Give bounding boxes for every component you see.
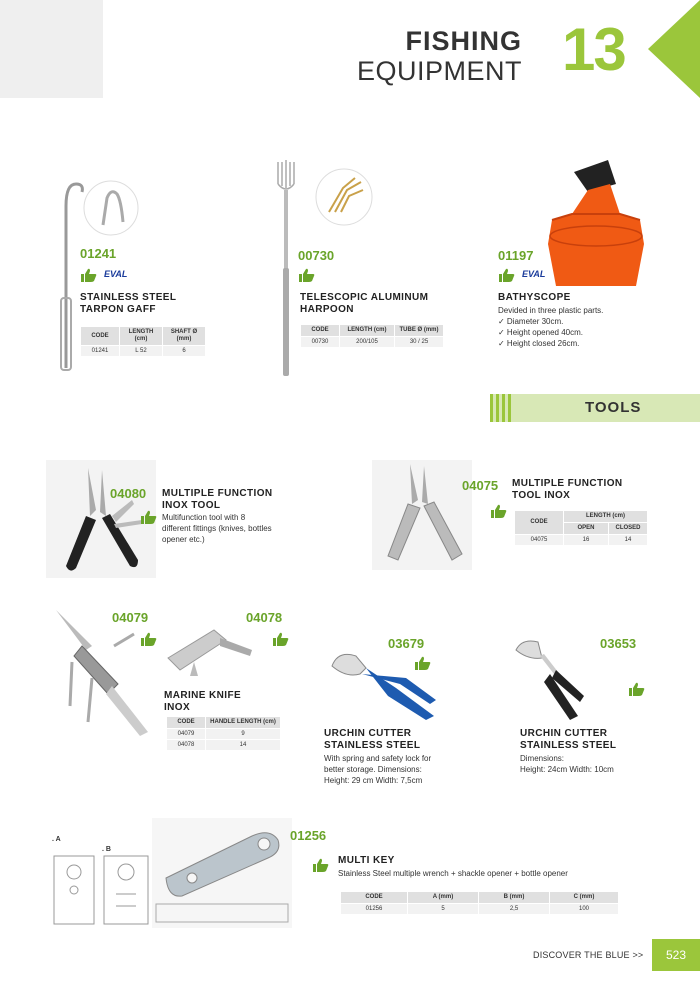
product-code: 01197 bbox=[498, 248, 534, 263]
eval-badge: EVAL bbox=[522, 269, 546, 279]
corner-arrow-shape bbox=[648, 0, 700, 98]
product-name: MULTI KEY bbox=[338, 855, 395, 866]
product-code: 01256 bbox=[290, 828, 327, 843]
gaff-hook-detail-image bbox=[83, 180, 139, 236]
footer-tagline: DISCOVER THE BLUE >> bbox=[533, 950, 644, 960]
product-description: Dimensions: Height: 24cm Width: 10cm bbox=[520, 754, 614, 774]
diagram-label-b: . B bbox=[102, 846, 111, 853]
multi-key-diagram bbox=[52, 850, 152, 928]
product-code: 03653 bbox=[600, 636, 637, 651]
product-description: Multifunction tool with 8 different fittings (knives, bottles opener etc.) bbox=[162, 513, 272, 544]
product-name: MULTIPLE FUNCTION TOOL INOX bbox=[512, 478, 623, 501]
product-name: URCHIN CUTTER STAINLESS STEEL bbox=[520, 728, 617, 751]
thumbs-up-icon bbox=[498, 268, 516, 282]
spec-table: CODE LENGTH (cm) TUBE Ø (mm) 00730 200/105 30 / 25 bbox=[300, 324, 444, 348]
thumbs-up-icon bbox=[140, 510, 158, 524]
product-name: MULTIPLE FUNCTION INOX TOOL bbox=[162, 488, 273, 511]
page-title: FISHING EQUIPMENT bbox=[356, 26, 522, 86]
product-code: 00730 bbox=[298, 248, 335, 263]
multi-key-image bbox=[152, 818, 292, 928]
spec-table: CODE LENGTH (cm) SHAFT Ø (mm) 01241 L 52 6 bbox=[80, 326, 206, 357]
product-name: STAINLESS STEEL TARPON GAFF bbox=[80, 292, 177, 315]
corner-block bbox=[0, 0, 103, 98]
product-code: 04075 bbox=[462, 478, 499, 493]
thumbs-up-icon bbox=[80, 268, 98, 282]
diagram-label-a: . A bbox=[52, 836, 61, 843]
product-code: 03679 bbox=[388, 636, 425, 651]
urchin-cutter-black-image bbox=[512, 638, 586, 722]
eval-badge: EVAL bbox=[104, 269, 128, 279]
multitool-inox-image bbox=[372, 460, 472, 570]
product-code: 01241 bbox=[80, 246, 117, 261]
product-name: TELESCOPIC ALUMINUM HARPOON bbox=[300, 292, 429, 315]
product-name: BATHYSCOPE bbox=[498, 292, 571, 303]
product-name: URCHIN CUTTER STAINLESS STEEL bbox=[324, 728, 421, 751]
product-description: Devided in three plastic parts. ✓ Diameter 30cm. ✓ Height opened 40cm. ✓ Height closed 26cm. bbox=[498, 306, 604, 348]
product-description: Stainless Steel multiple wrench + shackle opener + bottle opener bbox=[338, 869, 568, 878]
thumbs-up-icon bbox=[490, 504, 508, 518]
spec-table: CODE LENGTH (cm) OPEN CLOSED 04075 16 14 bbox=[514, 510, 648, 546]
harpoon-image bbox=[272, 158, 300, 380]
spec-table: CODE HANDLE LENGTH (cm) 04079 9 04078 14 bbox=[166, 716, 281, 751]
thumbs-up-icon bbox=[298, 268, 316, 282]
thumbs-up-icon bbox=[414, 656, 432, 670]
bathyscope-image bbox=[548, 158, 644, 288]
product-name: MARINE KNIFE INOX bbox=[164, 690, 242, 713]
thumbs-up-icon bbox=[140, 632, 158, 646]
product-code: 04079 bbox=[112, 610, 149, 625]
stripes-decoration bbox=[490, 394, 516, 422]
marine-knife-image bbox=[164, 622, 260, 678]
thumbs-up-icon bbox=[628, 682, 646, 696]
thumbs-up-icon bbox=[272, 632, 290, 646]
harpoon-detail-image bbox=[315, 168, 373, 226]
chapter-number: 13 bbox=[562, 16, 625, 83]
page-number: 523 bbox=[652, 939, 700, 971]
product-code: 04078 bbox=[246, 610, 283, 625]
swiss-knife-image bbox=[52, 606, 156, 740]
section-title: TOOLS bbox=[585, 399, 642, 416]
product-code: 04080 bbox=[110, 486, 147, 501]
product-description: With spring and safety lock for better storage. Dimensions: Height: 29 cm Width: 7,5cm bbox=[324, 754, 432, 785]
thumbs-up-icon bbox=[312, 858, 330, 872]
spec-table: CODE A (mm) B (mm) C (mm) 01256 5 2,5 100 bbox=[340, 891, 619, 915]
